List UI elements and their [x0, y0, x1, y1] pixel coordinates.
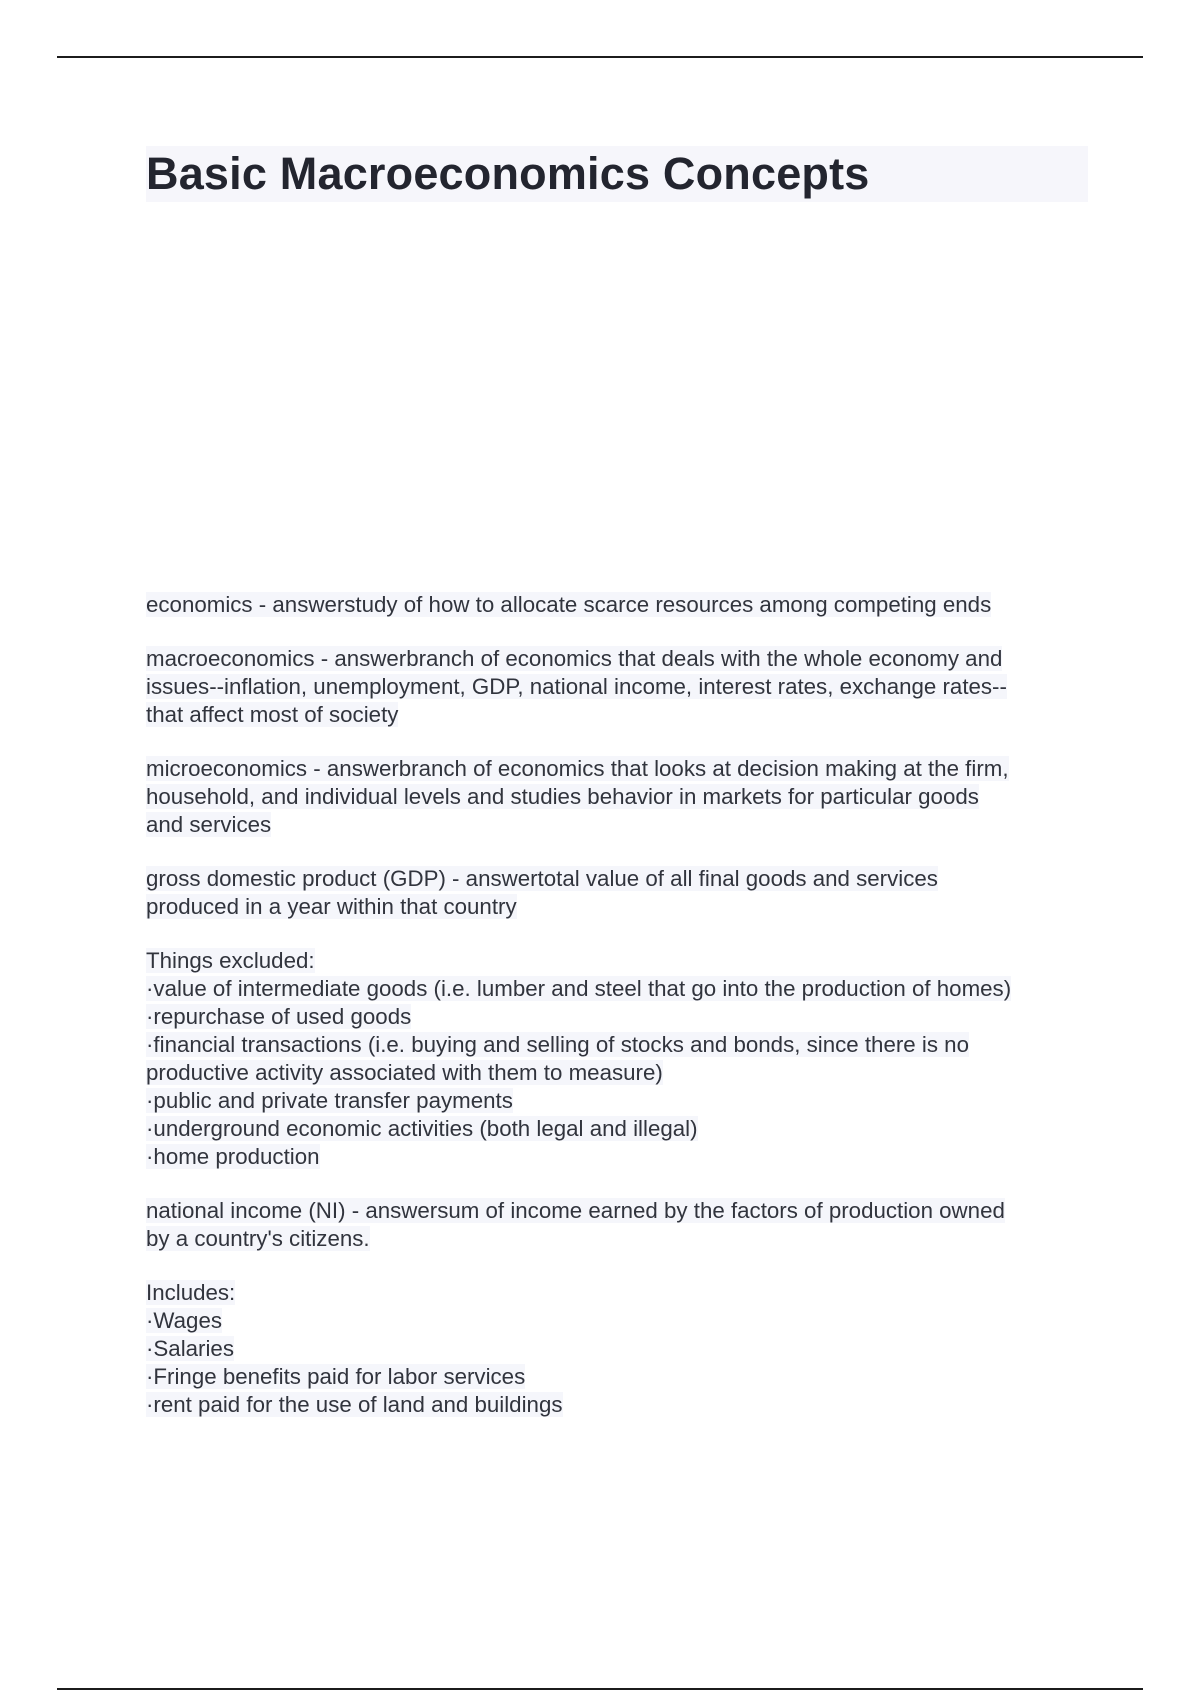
- text-line: macroeconomics - answerbranch of economics that deals with the whole economy and: [146, 646, 1003, 671]
- text-line: national income (NI) - answersum of income earned by the factors of production owned: [146, 1198, 1005, 1223]
- list-item: ·Wages: [146, 1308, 222, 1333]
- text-line: issues--inflation, unemployment, GDP, national income, interest rates, exchange rates--: [146, 674, 1007, 699]
- definition-microeconomics: [146, 755, 1096, 839]
- list-heading: Includes:: [146, 1280, 236, 1305]
- definition-national-income: [146, 1197, 1096, 1253]
- gdp-exclusions-list: [146, 947, 1096, 1171]
- ni-includes-list: [146, 1279, 1096, 1419]
- text-line: produced in a year within that country: [146, 894, 517, 919]
- text-line: that affect most of society: [146, 702, 399, 727]
- top-rule: [57, 56, 1143, 58]
- list-item: ·value of intermediate goods (i.e. lumber and steel that go into the production of homes): [146, 976, 1012, 1001]
- document-body: [146, 591, 1096, 1445]
- list-item: ·Salaries: [146, 1336, 234, 1361]
- bottom-rule: [57, 1688, 1143, 1690]
- list-item: ·home production: [146, 1144, 320, 1169]
- list-item: ·public and private transfer payments: [146, 1088, 513, 1113]
- text-line: household, and individual levels and studies behavior in markets for particular goods: [146, 784, 979, 809]
- text-line: by a country's citizens.: [146, 1226, 370, 1251]
- text-line: and services: [146, 812, 272, 837]
- definition-gdp: [146, 865, 1096, 921]
- page-title: Basic Macroeconomics Concepts: [146, 146, 1088, 202]
- list-item: ·Fringe benefits paid for labor services: [146, 1364, 526, 1389]
- list-item: ·underground economic activities (both legal and illegal): [146, 1116, 698, 1141]
- list-item: ·repurchase of used goods: [146, 1004, 412, 1029]
- text-line: gross domestic product (GDP) - answertotal value of all final goods and services: [146, 866, 938, 891]
- list-item: ·rent paid for the use of land and buildings: [146, 1392, 563, 1417]
- list-item: productive activity associated with them to measure): [146, 1060, 663, 1085]
- list-heading: Things excluded:: [146, 948, 315, 973]
- text-line: microeconomics - answerbranch of economics that looks at decision making at the firm,: [146, 756, 1009, 781]
- definition-economics: [146, 591, 1096, 619]
- text-line: economics - answerstudy of how to allocate scarce resources among competing ends: [146, 592, 992, 617]
- list-item: ·financial transactions (i.e. buying and selling of stocks and bonds, since there is no: [146, 1032, 969, 1057]
- definition-macroeconomics: [146, 645, 1096, 729]
